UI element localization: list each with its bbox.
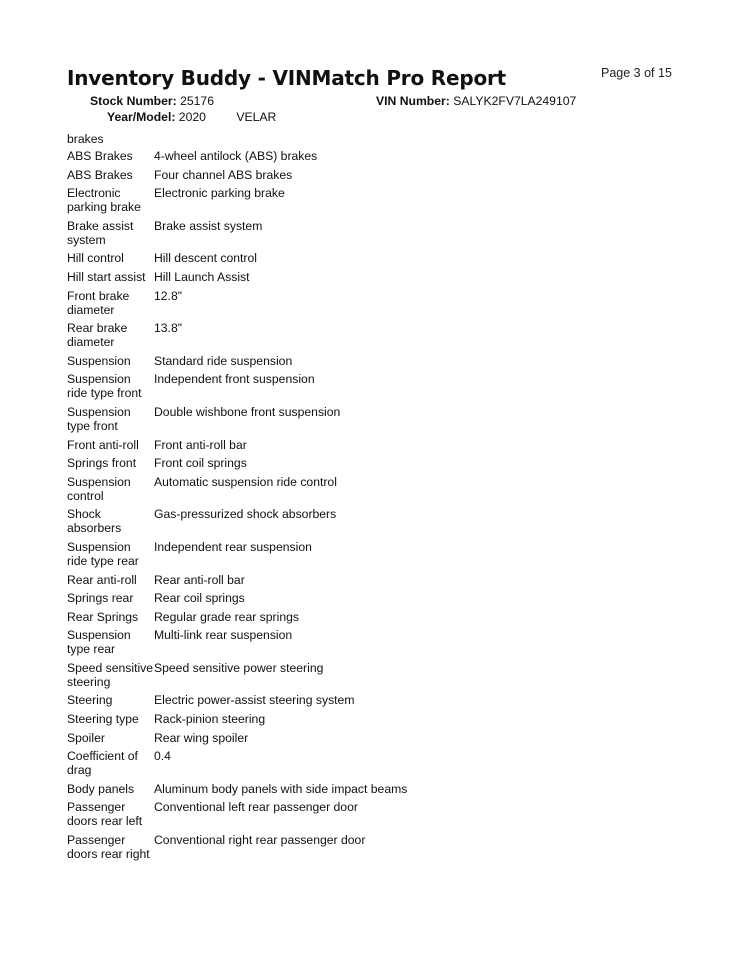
spec-row: [67, 372, 487, 400]
vin-label: VIN Number:: [376, 94, 450, 108]
spec-label: Steering: [67, 693, 113, 708]
spec-value: Rack-pinion steering: [154, 712, 266, 727]
spec-label: ABS Brakes: [67, 149, 133, 163]
spec-value: Hill Launch Assist: [154, 269, 250, 284]
spec-row: [67, 833, 487, 861]
spec-row: [67, 149, 487, 163]
spec-label: Steering type: [67, 712, 139, 727]
spec-row: [67, 251, 487, 265]
spec-row: [67, 289, 487, 317]
spec-value: 13.8": [154, 321, 183, 336]
spec-row: [67, 168, 487, 182]
spec-value: Brake assist system: [154, 218, 263, 233]
spec-value: 0.4: [154, 749, 171, 764]
spec-value: Independent front suspension: [154, 372, 315, 387]
spec-row: [67, 573, 487, 587]
spec-value: Conventional right rear passenger door: [154, 833, 366, 848]
spec-value: Rear coil springs: [154, 591, 245, 606]
spec-row: [67, 749, 487, 777]
spec-value: Four channel ABS brakes: [154, 167, 293, 182]
spec-label: Shock absorbers: [67, 507, 122, 536]
report-title: Inventory Buddy - VINMatch Pro Report: [67, 66, 507, 90]
spec-value: Rear anti-roll bar: [154, 572, 245, 587]
spec-row: [67, 628, 487, 656]
spec-value: Electronic parking brake: [154, 186, 285, 201]
spec-value: 12.8": [154, 288, 183, 303]
spec-row: [67, 540, 487, 568]
vin-field: [376, 94, 576, 108]
spec-value: Rear wing spoiler: [154, 730, 249, 745]
model-value: VELAR: [236, 110, 277, 124]
spec-label: Body panels: [67, 781, 135, 796]
spec-value: Electric power-assist steering system: [154, 693, 355, 708]
stock-number-field: [90, 94, 214, 108]
spec-label: Spoiler: [67, 730, 105, 745]
spec-label: Suspension ride type front: [67, 372, 142, 401]
spec-row: [67, 456, 487, 470]
spec-row: [67, 507, 487, 535]
spec-value: Front coil springs: [154, 456, 247, 471]
spec-label: Coefficient of drag: [67, 749, 138, 778]
spec-label: Brake assist system: [67, 218, 134, 247]
spec-value: Independent rear suspension: [154, 539, 312, 554]
spec-row: [67, 186, 487, 214]
spec-row: [67, 782, 487, 796]
spec-label: Suspension: [67, 353, 131, 368]
spec-value: Aluminum body panels with side impact beams: [154, 781, 408, 796]
spec-row: [67, 712, 487, 726]
year-model-label: Year/Model:: [107, 110, 176, 124]
spec-label: Rear Springs: [67, 609, 139, 624]
spec-value: Front anti-roll bar: [154, 437, 247, 452]
spec-value: Regular grade rear springs: [154, 609, 299, 624]
spec-row: [67, 321, 487, 349]
spec-label: Speed sensitive steering: [67, 660, 154, 689]
spec-value: Automatic suspension ride control: [154, 474, 337, 489]
stock-number-value: 25176: [180, 94, 214, 108]
spec-label: Hill control: [67, 251, 124, 266]
spec-value: Gas-pressurized shock absorbers: [154, 507, 337, 522]
spec-label: Suspension type rear: [67, 628, 131, 657]
spec-value: Multi-link rear suspension: [154, 628, 293, 643]
spec-label: Rear brake diameter: [67, 321, 128, 350]
spec-row: [67, 405, 487, 433]
spec-row: [67, 270, 487, 284]
vin-value: SALYK2FV7LA249107: [453, 94, 577, 108]
spec-label: Electronic parking brake: [67, 186, 141, 215]
spec-row: [67, 661, 487, 689]
spec-value: Conventional left rear passenger door: [154, 800, 358, 815]
spec-value: Speed sensitive power steering: [154, 660, 324, 675]
spec-row: [67, 731, 487, 745]
spec-label: ABS Brakes: [67, 167, 133, 182]
spec-label: Springs front: [67, 456, 137, 471]
spec-label: Suspension ride type rear: [67, 539, 139, 568]
spec-label: Front anti-roll: [67, 437, 139, 452]
spec-row: [67, 610, 487, 624]
spec-row: [67, 800, 487, 828]
spec-row: [67, 693, 487, 707]
spec-value: Double wishbone front suspension: [154, 404, 341, 419]
year-value: 2020: [178, 110, 206, 124]
page-number: Page 3 of 15: [601, 66, 672, 80]
spec-value: Hill descent control: [154, 251, 257, 266]
spec-label: Rear anti-roll: [67, 572, 137, 587]
spec-row: [67, 219, 487, 247]
spec-label: Passenger doors rear right: [67, 833, 150, 862]
spec-row: [67, 591, 487, 605]
spec-label: Front brake diameter: [67, 288, 130, 317]
spec-label: Suspension control: [67, 474, 131, 503]
spec-value: 4-wheel antilock (ABS) brakes: [154, 149, 318, 163]
spec-row: [67, 354, 487, 368]
year-model-field: [107, 110, 276, 124]
spec-label: Suspension type front: [67, 404, 131, 433]
spec-label: Hill start assist: [67, 269, 146, 284]
spec-label: Springs rear: [67, 591, 134, 606]
spec-value: Standard ride suspension: [154, 353, 293, 368]
spec-row: [67, 438, 487, 452]
spec-label: Passenger doors rear left: [67, 800, 143, 829]
section-heading: brakes: [67, 132, 104, 146]
stock-number-label: Stock Number:: [90, 94, 177, 108]
spec-row: [67, 475, 487, 503]
spec-table: [67, 149, 487, 866]
